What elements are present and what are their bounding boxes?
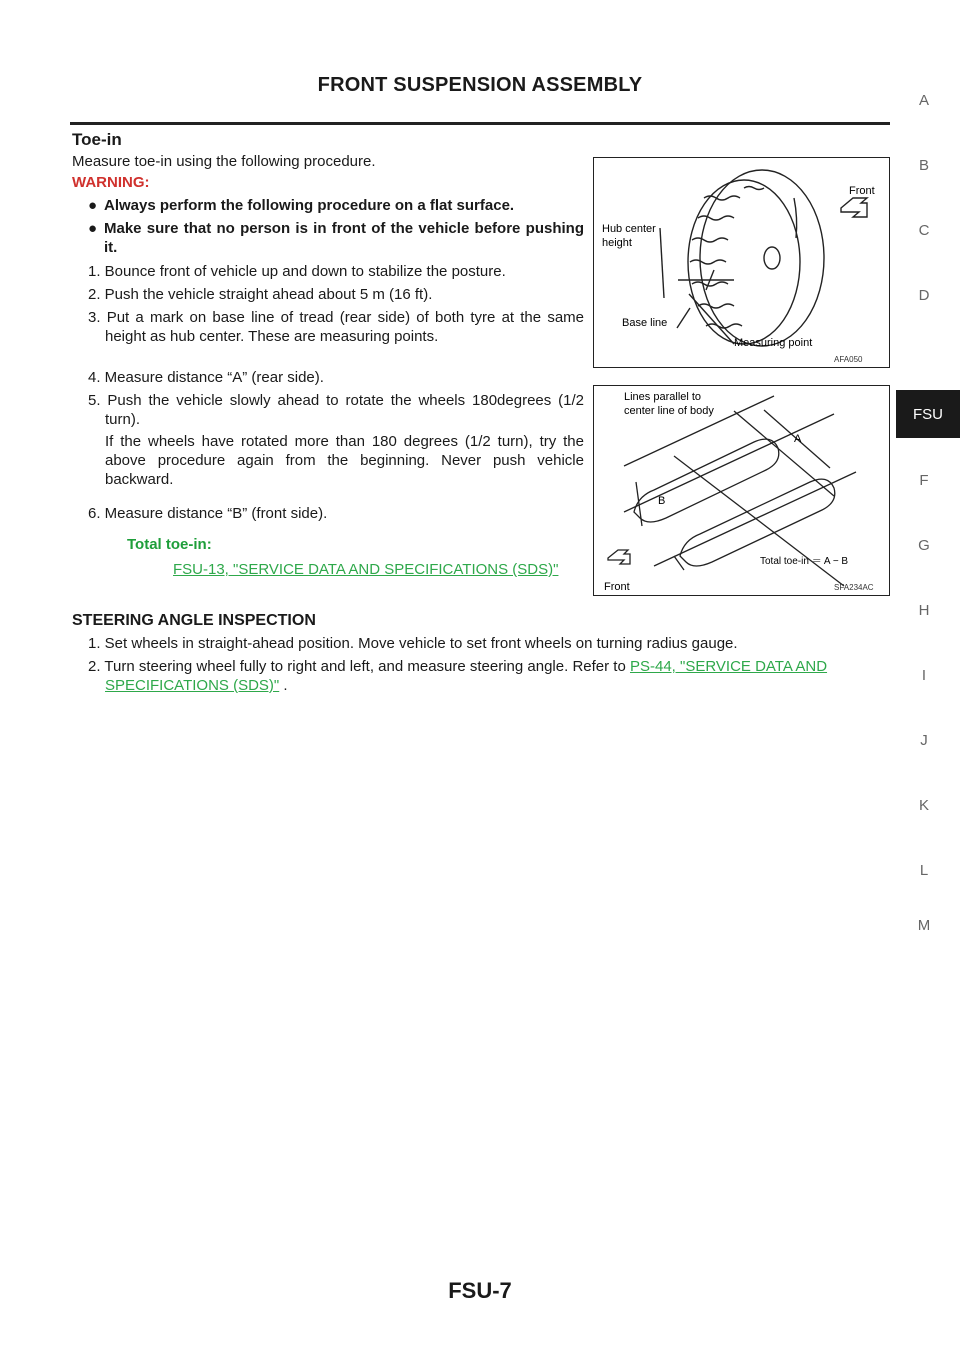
warning-item-1: ● Always perform the following procedure on a flat surface. bbox=[88, 197, 515, 214]
side-index-j[interactable]: J bbox=[920, 732, 928, 749]
fig2-lines-label: Lines parallel to bbox=[624, 391, 702, 403]
bullet-icon: ● bbox=[88, 220, 98, 237]
side-index-a[interactable]: A bbox=[918, 92, 929, 109]
total-toe-link-wrap bbox=[173, 560, 573, 579]
steering-section-title: STEERING ANGLE INSPECTION bbox=[72, 612, 316, 629]
side-index-fsu-active[interactable]: FSU bbox=[896, 390, 960, 438]
fig2-code: SFA234AC bbox=[834, 583, 874, 592]
fig1-base-label: Base line bbox=[622, 317, 668, 329]
sds-link-ps44[interactable]: PS-44, "SERVICE DATA AND SPECIFICATIONS (SDS)" bbox=[105, 658, 828, 694]
step-5-note: If the wheels have rotated more than 180 degrees (1/2 turn), try the above procedure again from the beginning. Never push vehicle backward. bbox=[105, 433, 584, 488]
step-6: 6. Measure distance “B” (front side). bbox=[88, 505, 328, 522]
fig2-total-label: Total toe-in ＝ A − B bbox=[760, 556, 849, 567]
side-index-d[interactable]: D bbox=[918, 287, 930, 304]
fig2-front-label: Front bbox=[604, 581, 630, 593]
step-2: 2. Push the vehicle straight ahead about 5 m (16 ft). bbox=[88, 286, 433, 303]
figure-wheel-measuring-point bbox=[593, 157, 890, 368]
page-number: FSU-7 bbox=[448, 1278, 512, 1303]
fig2-b-label: B bbox=[658, 495, 666, 507]
figure-toe-measurement bbox=[593, 385, 890, 596]
fig1-front-label: Front bbox=[849, 185, 875, 197]
side-index-k[interactable]: K bbox=[918, 797, 929, 814]
side-index-i[interactable]: I bbox=[921, 667, 927, 684]
intro-text: Measure toe-in using the following procedure. bbox=[72, 153, 376, 170]
step-1: 1. Bounce front of vehicle up and down to stabilize the posture. bbox=[88, 263, 506, 280]
fig1-hub-label-2: height bbox=[602, 237, 632, 249]
step-4: 4. Measure distance “A” (rear side). bbox=[88, 369, 324, 386]
wheel-diagram bbox=[594, 158, 889, 367]
side-index-g[interactable]: G bbox=[918, 537, 930, 554]
side-index-l[interactable]: L bbox=[919, 862, 929, 879]
steering-step-2: 2. Turn steering wheel fully to right and left, and measure steering angle. Refer to PS-44, "SERVICE DATA AND SPECIFICATIONS (SDS)" . bbox=[88, 658, 828, 694]
fig1-measure-label: Measuring point bbox=[734, 337, 813, 349]
fig2-a-label: A bbox=[794, 433, 802, 445]
step-5: 5. Push the vehicle slowly ahead to rotate the wheels 180degrees (1/2 turn). bbox=[88, 392, 584, 428]
side-index-h[interactable]: H bbox=[918, 602, 930, 619]
warning-label: WARNING: bbox=[72, 174, 150, 191]
side-index-m[interactable]: M bbox=[917, 917, 931, 934]
page-header-title: FRONT SUSPENSION ASSEMBLY bbox=[317, 74, 643, 96]
steering-step-1: 1. Set wheels in straight-ahead position. Move vehicle to set front wheels on turning radius gauge. bbox=[88, 635, 738, 652]
sds-link-fsu13[interactable]: FSU-13, "SERVICE DATA AND SPECIFICATIONS (SDS)" bbox=[173, 561, 559, 578]
bullet-icon: ● bbox=[88, 197, 98, 214]
fig2-lines-label-2: center line of body bbox=[624, 405, 714, 417]
fig1-hub-label: Hub center bbox=[602, 223, 656, 235]
warning-item-2: ● Make sure that no person is in front of the vehicle before pushing it. bbox=[88, 220, 584, 256]
fig1-code: AFA050 bbox=[834, 355, 863, 364]
header-rule bbox=[70, 122, 890, 125]
side-index-f[interactable]: F bbox=[919, 472, 929, 489]
toe-diagram bbox=[594, 386, 889, 595]
total-toe-label: Total toe-in: bbox=[127, 536, 212, 553]
step-3: 3. Put a mark on base line of tread (rear side) of both tyre at the same height as hub center. These are measuring points. bbox=[88, 309, 584, 345]
side-index-b[interactable]: B bbox=[918, 157, 929, 174]
side-index-c[interactable]: C bbox=[918, 222, 930, 239]
section-title: Toe-in bbox=[72, 130, 122, 149]
